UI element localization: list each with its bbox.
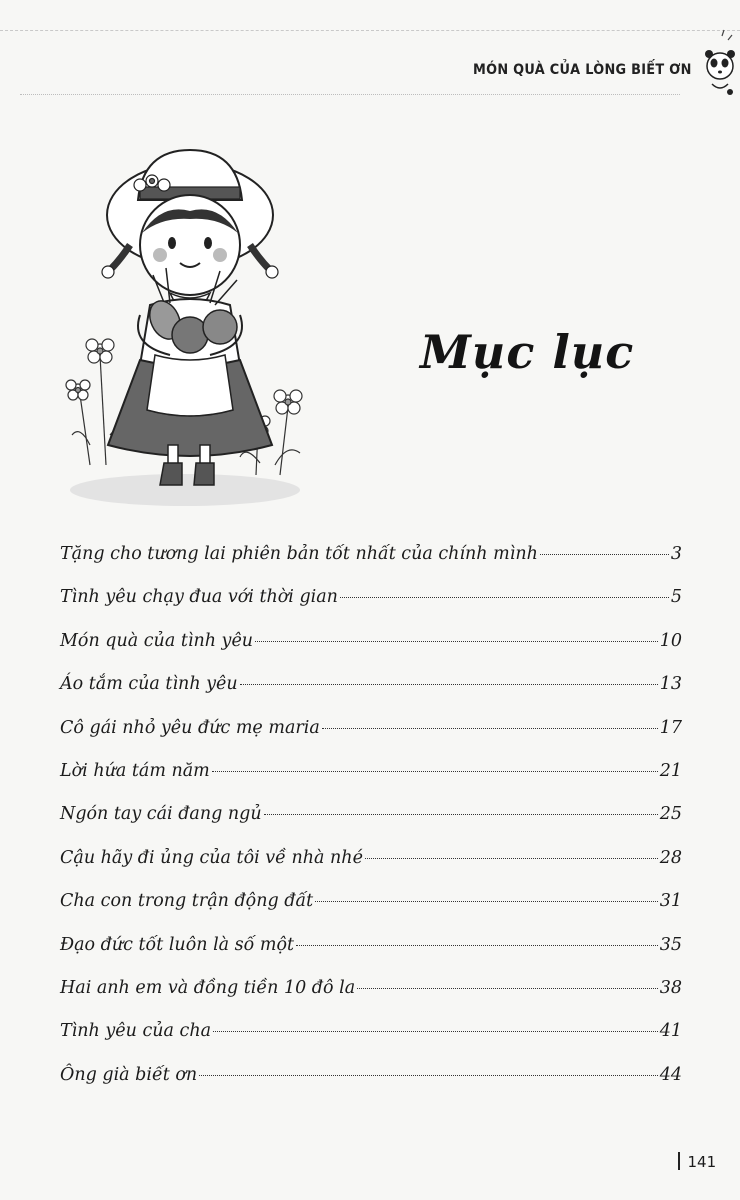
toc-entry[interactable] [60,891,682,934]
toc-entry-title: Cậu hãy đi ủng của tôi về nhà nhé [60,847,363,868]
toc-entry-title: Ông già biết ơn [60,1064,198,1085]
toc-dot-leader [264,814,658,815]
toc-entry[interactable] [60,848,682,891]
toc-dot-leader [322,728,658,729]
top-dashed-rule [0,30,740,31]
toc-entry-page: 10 [659,630,682,651]
table-of-contents [60,544,682,1108]
toc-entry[interactable] [60,978,682,1021]
page-number-value: 141 [687,1153,717,1171]
panda-icon [700,26,738,106]
toc-entry-title: Món quà của tình yêu [60,630,254,651]
toc-entry[interactable] [60,587,682,630]
toc-entry-page: 3 [670,544,682,564]
toc-entry[interactable] [60,544,682,587]
toc-entry[interactable] [60,631,682,674]
toc-entry-page: 13 [659,674,682,695]
toc-entry[interactable] [60,761,682,804]
toc-entry[interactable] [60,674,682,717]
toc-entry-title: Lời hứa tám năm [60,760,210,781]
toc-entry-page: 44 [659,1064,682,1085]
toc-dot-leader [240,684,658,685]
toc-entry-page: 25 [659,804,682,825]
toc-entry[interactable] [60,1021,682,1064]
section-title: Mục lục [420,325,635,379]
toc-entry-page: 17 [659,717,682,738]
toc-entry-title: Áo tắm của tình yêu [60,674,238,695]
toc-dot-leader [315,901,658,902]
toc-entry-page: 5 [670,587,682,608]
toc-entry-title: Tặng cho tương lai phiên bản tốt nhất của chính mình [60,544,538,564]
header-dotted-rule [20,94,680,95]
toc-entry[interactable] [60,804,682,847]
toc-entry-page: 35 [659,934,682,955]
toc-entry-title: Đạo đức tốt luôn là số một [60,934,295,955]
toc-entry-title: Ngón tay cái đang ngủ [60,804,262,825]
page-number [678,1152,716,1171]
toc-entry-title: Tình yêu của cha [60,1021,212,1042]
toc-entry[interactable] [60,1065,682,1108]
girl-illustration [60,145,320,510]
toc-entry-page: 38 [659,977,682,998]
page-number-divider [678,1152,680,1170]
toc-entry-page: 28 [659,847,682,868]
toc-entry[interactable] [60,935,682,978]
toc-dot-leader [212,771,658,772]
toc-dot-leader [296,945,658,946]
toc-dot-leader [357,988,658,989]
running-header-title: MÓN QUÀ CỦA LÒNG BIẾT ƠN [473,62,692,78]
toc-entry-page: 21 [659,760,682,781]
toc-dot-leader [340,597,669,598]
toc-dot-leader [255,641,658,642]
toc-entry-title: Hai anh em và đồng tiền 10 đô la [60,977,356,998]
toc-entry-title: Cha con trong trận động đất [60,891,314,912]
toc-entry-title: Cô gái nhỏ yêu đức mẹ maria [60,717,320,738]
toc-entry-page: 31 [659,891,682,912]
toc-dot-leader [199,1075,658,1076]
toc-entry-title: Tình yêu chạy đua với thời gian [60,587,338,608]
toc-dot-leader [365,858,658,859]
toc-dot-leader [213,1031,658,1032]
toc-dot-leader [540,554,669,555]
toc-entry-page: 41 [659,1021,682,1042]
toc-entry[interactable] [60,718,682,761]
